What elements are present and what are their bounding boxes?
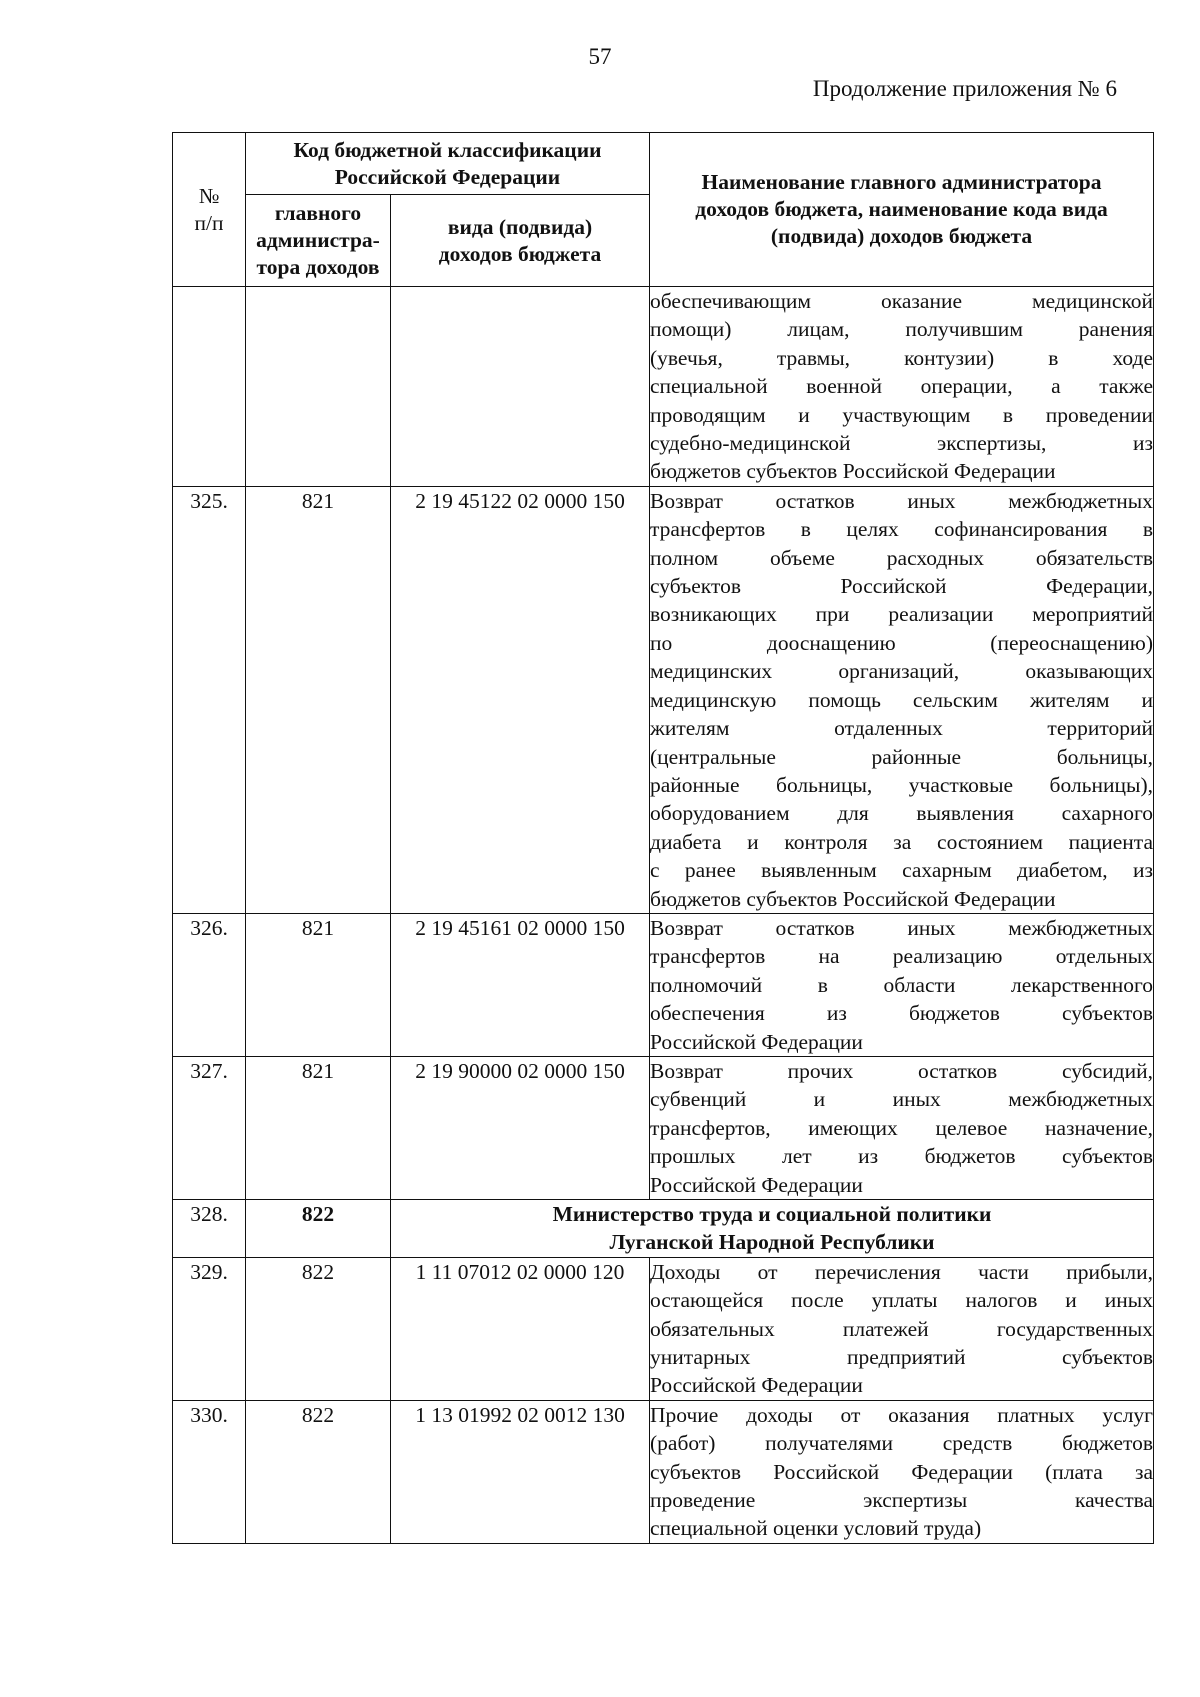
description-line: Российской Федерации <box>650 1172 863 1197</box>
header-name-column: Наименование главного администратора доходов бюджета, наименование кода вида (подвида) доходов бюджета <box>650 133 1154 287</box>
revenue-description <box>650 1400 1154 1543</box>
ministry-name-line: Министерство труда и социальной политики <box>552 1202 992 1226</box>
description-line: специальной оценки условий труда) <box>650 1516 982 1541</box>
admin-code: 821 <box>246 1056 391 1199</box>
revenue-description <box>650 913 1154 1056</box>
revenue-description <box>650 1257 1154 1400</box>
description-line: специальной военной операции, а также <box>650 374 1153 399</box>
row-number: 330. <box>173 1400 246 1543</box>
ministry-name <box>391 1200 1154 1258</box>
table-body <box>173 287 1154 1544</box>
description-line: районные больницы, участковые больницы), <box>650 772 1153 797</box>
description-line: медицинских организаций, оказывающих <box>650 659 1153 684</box>
description-line: (работ) получателями средств бюджетов <box>650 1431 1153 1456</box>
description-line: трансфертов на реализацию отдельных <box>650 944 1153 969</box>
description-line: остающейся после уплаты налогов и иных <box>650 1288 1153 1313</box>
revenue-code: 2 19 90000 02 0000 150 <box>391 1056 650 1199</box>
revenue-code: 2 19 45122 02 0000 150 <box>391 486 650 913</box>
table-header <box>173 133 1154 287</box>
revenue-code: 1 11 07012 02 0000 120 <box>391 1257 650 1400</box>
description-line: диабета и контроля за состоянием пациента <box>650 829 1153 854</box>
header-row-number: № п/п <box>173 133 246 287</box>
admin-code: 822 <box>246 1257 391 1400</box>
description-line: трансфертов в целях софинансирования в <box>650 517 1153 542</box>
description-line: проводящим и участвующим в проведении <box>650 402 1153 427</box>
revenue-description <box>650 486 1154 913</box>
description-line: обеспечения из бюджетов субъектов <box>650 1001 1153 1026</box>
description-line: жителям отдаленных территорий <box>650 716 1153 741</box>
description-line: по дооснащению (переоснащению) <box>650 630 1153 655</box>
description-line: полном объеме расходных обязательств <box>650 545 1153 570</box>
description-line: проведение экспертизы качества <box>650 1488 1153 1513</box>
description-line: возникающих при реализации мероприятий <box>650 602 1153 627</box>
ministry-name-line: Луганской Народной Республики <box>609 1230 935 1255</box>
row-number <box>173 287 246 487</box>
header-admin-column: главного администра-тора доходов <box>246 195 391 287</box>
description-line: оборудованием для выявления сахарного <box>650 801 1153 826</box>
revenue-code <box>391 287 650 487</box>
description-line: субъектов Российской Федерации, <box>650 574 1153 599</box>
revenue-description <box>650 1056 1154 1199</box>
row-number: 327. <box>173 1056 246 1199</box>
table-row <box>173 1257 1154 1400</box>
table-row <box>173 287 1154 487</box>
description-line: прошлых лет из бюджетов субъектов <box>650 1144 1153 1169</box>
admin-code: 822 <box>246 1200 391 1258</box>
description-line: трансфертов, имеющих целевое назначение, <box>650 1115 1153 1140</box>
admin-code: 821 <box>246 913 391 1056</box>
budget-classification-table <box>172 132 1154 1544</box>
description-line: с ранее выявленным сахарным диабетом, из <box>650 858 1153 883</box>
table-row <box>173 913 1154 1056</box>
description-line: Возврат остатков иных межбюджетных <box>650 488 1153 513</box>
admin-code: 822 <box>246 1400 391 1543</box>
continuation-heading: Продолжение приложения № 6 <box>812 76 1117 101</box>
description-line: Российской Федерации <box>650 1373 863 1398</box>
description-line: полномочий в области лекарственного <box>650 972 1153 997</box>
description-line: Доходы от перечисления части прибыли, <box>650 1259 1153 1284</box>
description-line: помощи) лицам, получившим ранения <box>650 317 1153 342</box>
description-line: унитарных предприятий субъектов <box>650 1345 1153 1370</box>
admin-code: 821 <box>246 486 391 913</box>
row-number: 329. <box>173 1257 246 1400</box>
row-number: 326. <box>173 913 246 1056</box>
header-kbk-group: Код бюджетной классификации Российской Федерации <box>246 133 650 195</box>
admin-code <box>246 287 391 487</box>
description-line: бюджетов субъектов Российской Федерации <box>650 459 1056 484</box>
description-line: Прочие доходы от оказания платных услуг <box>650 1402 1153 1427</box>
revenue-code: 1 13 01992 02 0012 130 <box>391 1400 650 1543</box>
description-line: бюджетов субъектов Российской Федерации <box>650 886 1056 911</box>
description-line: Возврат прочих остатков субсидий, <box>650 1058 1153 1083</box>
description-line: судебно-медицинской экспертизы, из <box>650 431 1153 456</box>
page-number: 57 <box>588 44 612 69</box>
description-line: Российской Федерации <box>650 1029 863 1054</box>
description-line: (увечья, травмы, контузии) в ходе <box>650 345 1153 370</box>
table-row <box>173 1200 1154 1258</box>
description-line: медицинскую помощь сельским жителям и <box>650 687 1153 712</box>
description-line: субвенций и иных межбюджетных <box>650 1087 1153 1112</box>
description-line: обязательных платежей государственных <box>650 1316 1153 1341</box>
table-row <box>173 486 1154 913</box>
revenue-code: 2 19 45161 02 0000 150 <box>391 913 650 1056</box>
row-number: 325. <box>173 486 246 913</box>
revenue-description <box>650 287 1154 487</box>
description-line: (центральные районные больницы, <box>650 744 1153 769</box>
header-code-column: вида (подвида) доходов бюджета <box>391 195 650 287</box>
row-number: 328. <box>173 1200 246 1258</box>
table-row <box>173 1056 1154 1199</box>
description-line: Возврат остатков иных межбюджетных <box>650 915 1153 940</box>
table-row <box>173 1400 1154 1543</box>
description-line: обеспечивающим оказание медицинской <box>650 289 1153 313</box>
description-line: субъектов Российской Федерации (плата за <box>650 1459 1153 1484</box>
